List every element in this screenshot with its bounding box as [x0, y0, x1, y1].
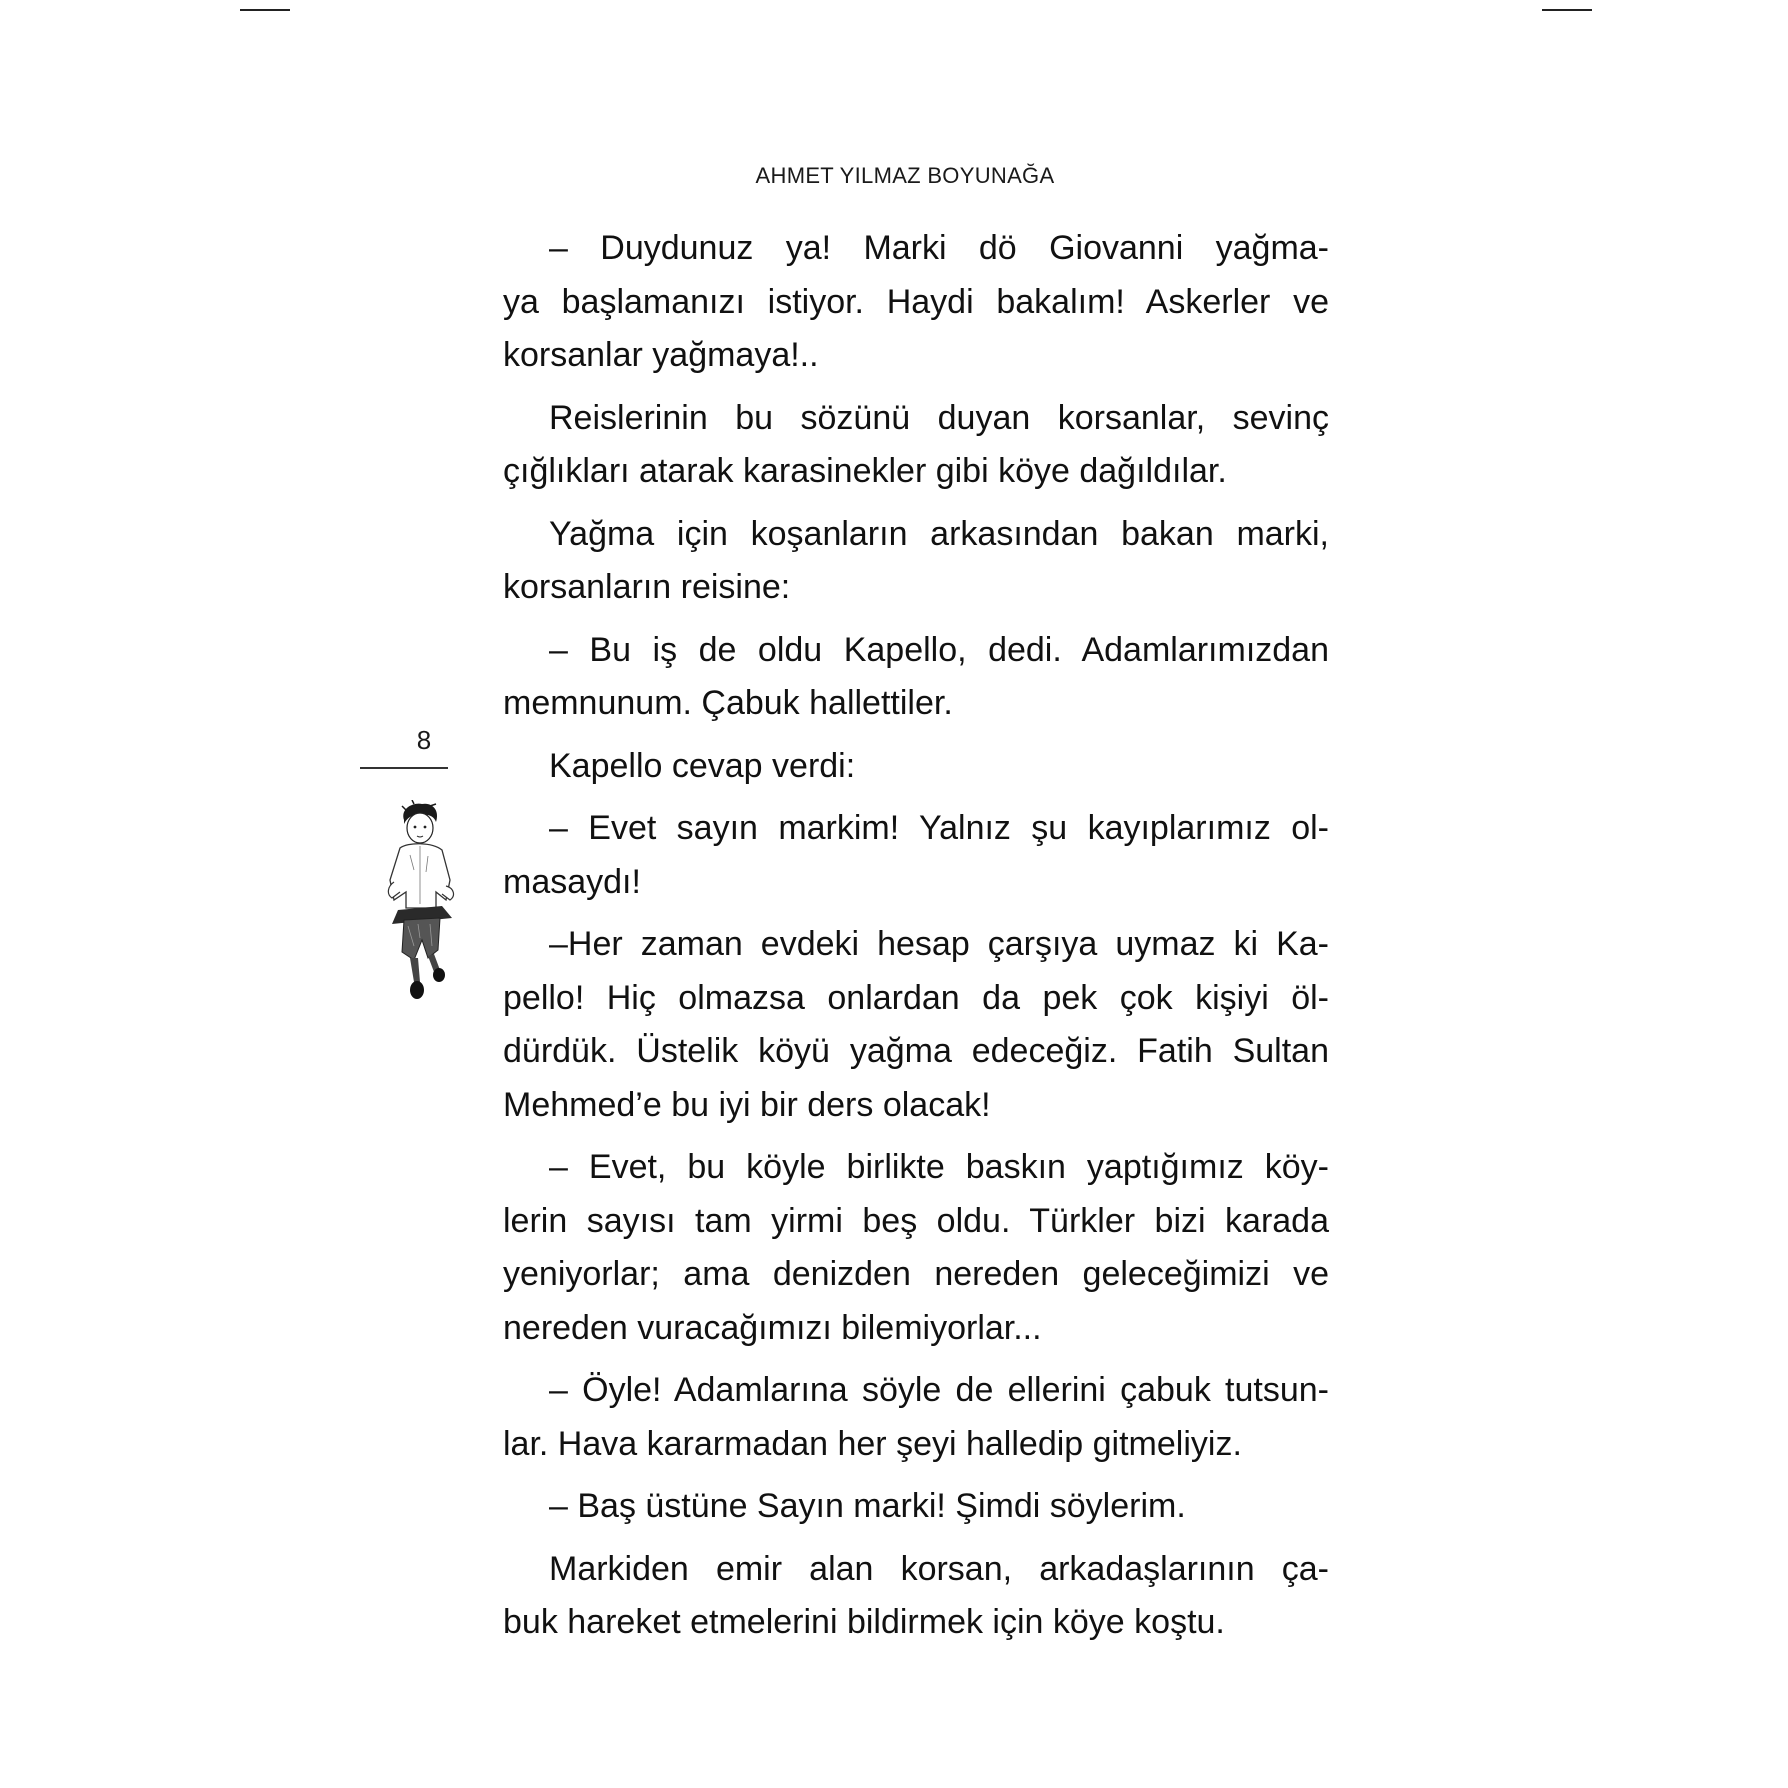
text-line: –Her zaman evdeki hesap çarşıya uymaz ki Ka- — [549, 925, 1329, 963]
text-line: masaydı! — [503, 862, 641, 901]
text-line: korsanlar yağmaya!.. — [503, 336, 819, 374]
text-line: pello! Hiç olmazsa onlardan da pek çok kişiyi öl- — [503, 978, 1329, 1017]
text-line: lerin sayısı tam yirmi beş oldu. Türkler bizi karada — [503, 1201, 1329, 1240]
paragraph — [503, 508, 1329, 615]
text-line: Reislerinin bu sözünü duyan korsanlar, sevinç — [549, 398, 1329, 437]
running-head: AHMET YILMAZ BOYUNAĞA — [755, 163, 1055, 188]
crop-mark-right — [1542, 9, 1592, 11]
boy-trousers — [402, 918, 440, 960]
paragraph — [503, 222, 1329, 383]
paragraph — [503, 624, 1329, 731]
running-boy-illustration — [370, 800, 470, 1005]
paragraph — [503, 1364, 1329, 1471]
text-line: dürdük. Üstelik köyü yağma edeceğiz. Fatih Sultan — [503, 1032, 1329, 1070]
text-line: memnunum. Çabuk hallettiler. — [503, 684, 953, 722]
paragraph — [503, 918, 1329, 1132]
text-line: Mehmed’e bu iyi bir ders olacak! — [503, 1085, 991, 1124]
text-line: ya başlamanızı istiyor. Haydi bakalım! Askerler ve — [503, 282, 1329, 321]
text-line: – Öyle! Adamlarına söyle de ellerini çabuk tutsun- — [549, 1371, 1329, 1409]
crop-mark-left — [240, 9, 290, 11]
text-line: Markiden emir alan korsan, arkadaşlarının ça- — [549, 1549, 1329, 1588]
body-text — [503, 222, 1329, 1659]
page-number-rule — [360, 767, 448, 769]
paragraph — [503, 392, 1329, 499]
text-line: buk hareket etmelerini bildirmek için köye koştu. — [503, 1603, 1225, 1641]
text-line: – Evet sayın markim! Yalnız şu kayıplarımız ol- — [549, 809, 1329, 847]
boy-face — [407, 813, 433, 843]
text-line: çığlıkları atarak karasinekler gibi köye dağıldılar. — [503, 452, 1227, 490]
text-line: – Baş üstüne Sayın marki! Şimdi söylerim. — [549, 1487, 1186, 1525]
text-line: – Bu iş de oldu Kapello, dedi. Adamlarımızdan — [549, 630, 1329, 669]
paragraph — [503, 740, 1329, 794]
paragraph — [503, 1141, 1329, 1355]
paragraph — [503, 1480, 1329, 1534]
text-line: yeniyorlar; ama denizden nereden geleceğimizi ve — [503, 1255, 1329, 1293]
text-line: Yağma için koşanların arkasından bakan marki, — [549, 514, 1329, 553]
page-number: 8 — [416, 725, 432, 755]
text-line: Kapello cevap verdi: — [549, 746, 856, 785]
text-line: korsanların reisine: — [503, 568, 791, 606]
paragraph — [503, 802, 1329, 909]
text-line: – Evet, bu köyle birlikte baskın yaptığımız köy- — [549, 1148, 1329, 1186]
paragraph — [503, 1543, 1329, 1650]
text-line: – Duydunuz ya! Marki dö Giovanni yağma- — [549, 229, 1329, 267]
text-line: nereden vuracağımızı bilemiyorlar... — [503, 1308, 1042, 1347]
text-line: lar. Hava kararmadan her şeyi halledip gitmeliyiz. — [503, 1424, 1242, 1463]
boy-shirt — [388, 844, 453, 908]
